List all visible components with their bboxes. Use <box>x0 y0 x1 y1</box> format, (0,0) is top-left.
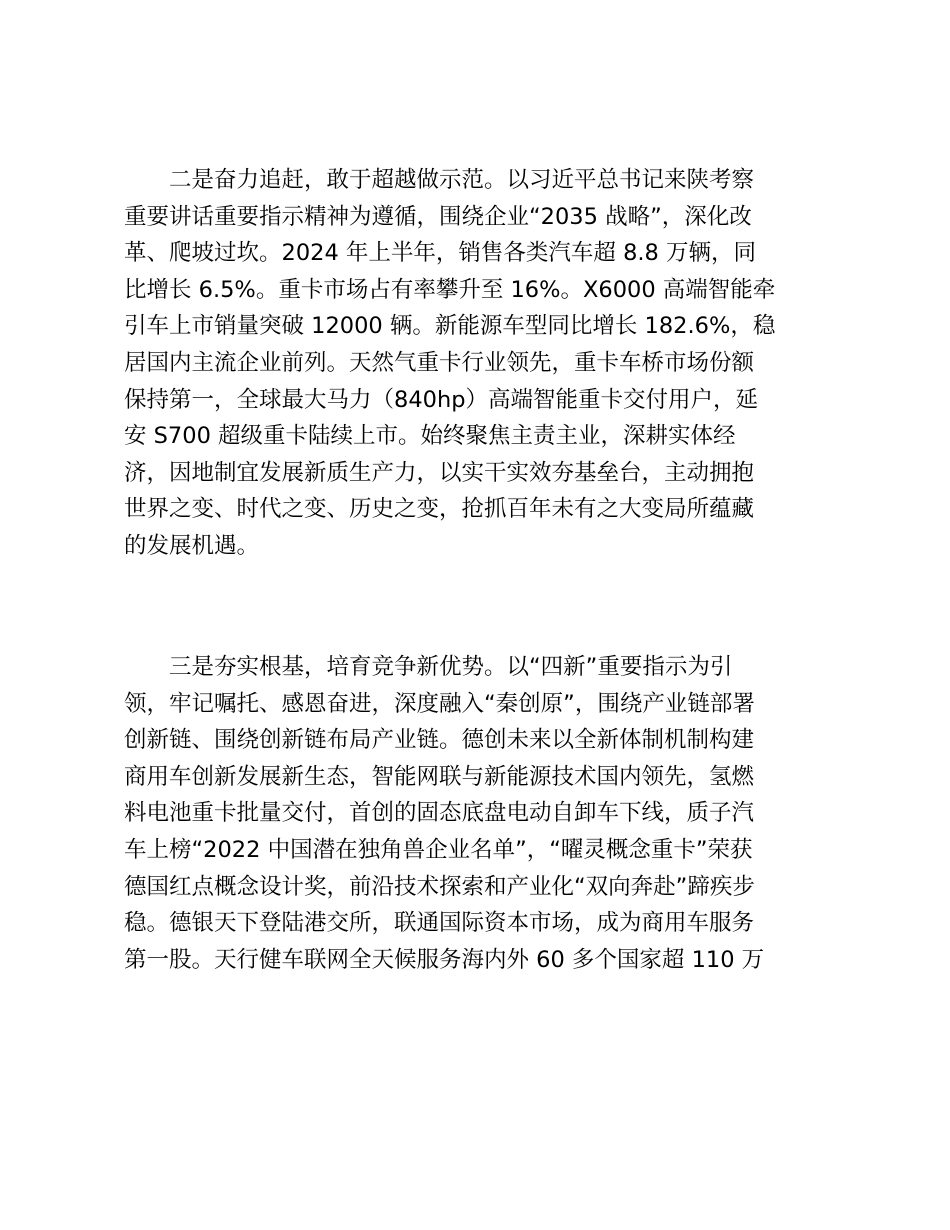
paragraph-line: 比增长 6.5%。重卡市场占有率攀升至 16%。X6000 高端智能牵 <box>124 276 776 303</box>
paragraph-line: 料电池重卡批量交付，首创的固态底盘电动自卸车下线，质子汽 <box>124 800 755 827</box>
paragraph-line: 车上榜“2022 中国潜在独角兽企业名单”，“曜灵概念重卡”荣获 <box>124 836 753 863</box>
paragraph-line: 二是奋力追赶，敢于超越做示范。以习近平总书记来陕考察 <box>169 167 755 193</box>
paragraph-line: 重要讲话重要指示精神为遵循，围绕企业“2035 战略”，深化改 <box>124 203 752 230</box>
paragraph-line: 革、爬坡过坎。2024 年上半年，销售各类汽车超 8.8 万辆，同 <box>124 240 757 267</box>
paragraph-line: 稳。德银天下登陆港交所，联通国际资本市场，成为商用车服务 <box>124 910 755 937</box>
paragraph-line: 商用车创新发展新生态，智能网联与新能源技术国内领先，氢燃 <box>124 763 755 790</box>
paragraph-line: 三是夯实根基，培育竞争新优势。以“四新”重要指示为引 <box>169 654 733 680</box>
paragraph-line: 世界之变、时代之变、历史之变，抢抓百年未有之大变局所蕴藏 <box>124 496 755 523</box>
paragraph-1 <box>124 162 844 565</box>
paragraph-line: 引车上市销量突破 12000 辆。新能源车型同比增长 182.6%，稳 <box>124 313 776 340</box>
paragraph-line: 创新链、围绕创新链布局产业链。德创未来以全新体制机制构建 <box>124 727 755 754</box>
paragraph-2 <box>124 649 844 978</box>
paragraph-line: 领，牢记嘱托、感恩奋进，深度融入“秦创原”，围绕产业链部署 <box>124 690 755 717</box>
paragraph-line: 德国红点概念设计奖，前沿技术探索和产业化“双向奔赴”蹄疾步 <box>124 873 755 900</box>
paragraph-line: 居国内主流企业前列。天然气重卡行业领先，重卡车桥市场份额 <box>124 349 755 376</box>
paragraph-line: 保持第一，全球最大马力（840hp）高端智能重卡交付用户，延 <box>124 386 758 413</box>
paragraph-line: 济，因地制宜发展新质生产力，以实干实效夯基垒台，主动拥抱 <box>124 459 755 486</box>
paragraph-line: 的发展机遇。 <box>124 532 260 559</box>
paragraph-line: 第一股。天行健车联网全天候服务海内外 60 多个国家超 110 万 <box>124 946 765 973</box>
paragraph-line: 安 S700 超级重卡陆续上市。始终聚焦主责主业，深耕实体经 <box>124 423 736 450</box>
